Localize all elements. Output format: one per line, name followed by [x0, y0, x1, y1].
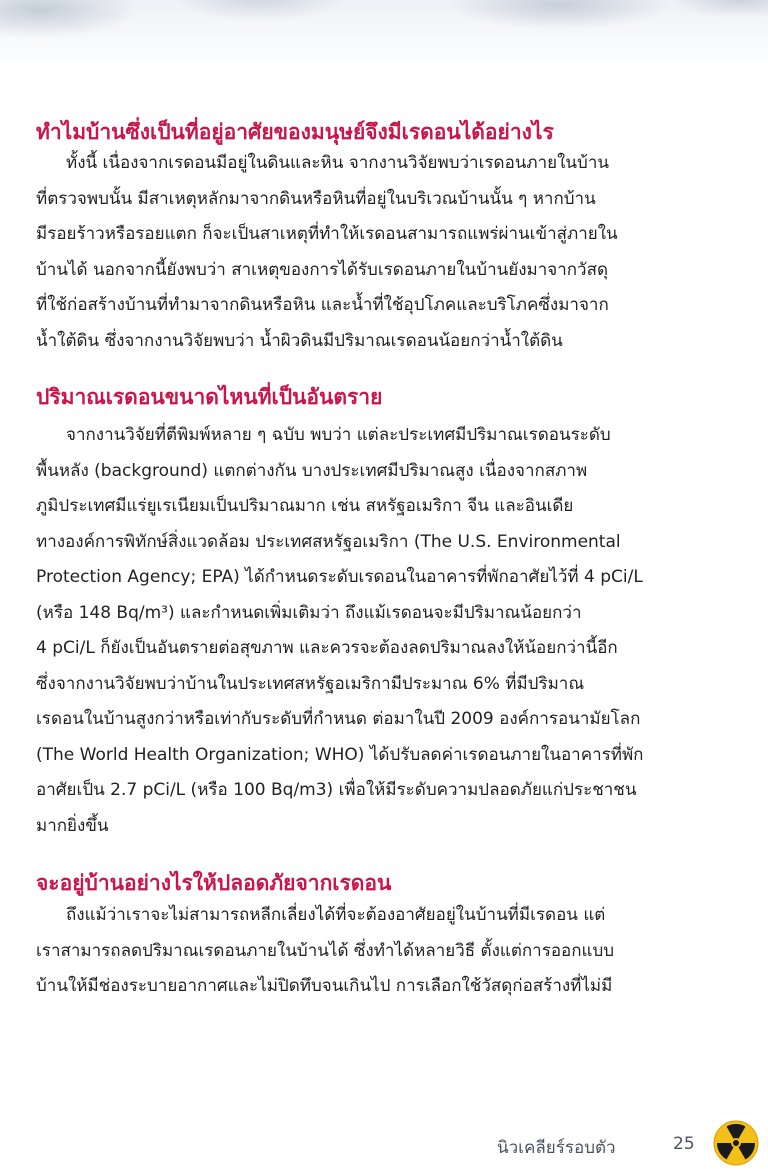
section-paragraph-safe-from-radon	[36, 898, 686, 1005]
paragraph-line: เรดอนในบ้านสูงกว่าหรือเท่ากับระดับที่กำหนด ต่อมาในปี 2009 องค์การอนามัยโลก	[36, 709, 641, 729]
paragraph-line: ที่ตรวจพบนั้น มีสาเหตุหลักมาจากดินหรือหินที่อยู่ในบริเวณบ้านนั้น ๆ หากบ้าน	[36, 188, 596, 209]
paragraph-line: ภูมิประเทศมีแร่ยูเรเนียมเป็นปริมาณมาก เช่น สหรัฐอเมริกา จีน และอินเดีย	[36, 496, 574, 516]
paragraph-line: ถึงแม้ว่าเราจะไม่สามารถหลีกเลี่ยงได้ที่จะต้องอาศัยอยู่ในบ้านที่มีเรดอน แต่	[66, 905, 606, 925]
paragraph-line: มีรอยร้าวหรือรอยแตก ก็จะเป็นสาเหตุที่ทำให้เรดอนสามารถแพร่ผ่านเข้าสู่ภายใน	[36, 224, 618, 244]
paragraph-line: ที่ใช้ก่อสร้างบ้านที่ทำมาจากดินหรือหิน และน้ำที่ใช้อุปโภคและบริโภคซึ่งมาจาก	[36, 295, 609, 315]
paragraph-line: บ้านให้มีช่องระบายอากาศและไม่ปิดทึบจนเกินไป การเลือกใช้วัสดุก่อสร้างที่ไม่มี	[36, 976, 613, 996]
paragraph-line: ทางองค์การพิทักษ์สิ่งแวดล้อม ประเทศสหรัฐอเมริกา (The U.S. Environmental	[36, 531, 621, 552]
paragraph-line: ซึ่งจากงานวิจัยพบว่าบ้านในประเทศสหรัฐอเมริกามีประมาณ 6% ที่มีปริมาณ	[36, 673, 585, 694]
section-heading-safe-from-radon: จะอยู่บ้านอย่างไรให้ปลอดภัยจากเรดอน	[36, 871, 392, 895]
book-title: นิวเคลียร์รอบตัว	[497, 1138, 616, 1158]
paragraph-line: (The World Health Organization; WHO) ได้ปรับลดค่าเรดอนภายในอาคารที่พัก	[36, 744, 644, 765]
paragraph-line: Protection Agency; EPA) ได้กำหนดระดับเรดอนในอาคารที่พักอาศัยไว้ที่ 4 pCi/L	[36, 567, 643, 587]
paragraph-line: ทั้งนี้ เนื่องจากเรดอนมีอยู่ในดินและหิน จากงานวิจัยพบว่าเรดอนภายในบ้าน	[66, 153, 610, 173]
paragraph-line: บ้านได้ นอกจากนี้ยังพบว่า สาเหตุของการได้รับเรดอนภายในบ้านยังมาจากวัสดุ	[36, 259, 609, 280]
section-heading-dangerous-radon-level: ปริมาณเรดอนขนาดไหนที่เป็นอันตราย	[36, 385, 383, 409]
paragraph-line: จากงานวิจัยที่ตีพิมพ์หลาย ๆ ฉบับ พบว่า แต่ละประเทศมีปริมาณเรดอนระดับ	[66, 425, 611, 445]
paragraph-line: มากยิ่งขึ้น	[36, 815, 109, 836]
section-heading-radon-in-homes: ทำไมบ้านซึ่งเป็นที่อยู่อาศัยของมนุษย์จึงมีเรดอนได้อย่างไร	[36, 120, 554, 144]
paragraph-line: (หรือ 148 Bq/m³) และกำหนดเพิ่มเติมว่า ถึงแม้เรดอนจะมีปริมาณน้อยกว่า	[36, 602, 582, 623]
section-paragraph-dangerous-radon-level	[36, 418, 686, 844]
paragraph-line: 4 pCi/L ก็ยังเป็นอันตรายต่อสุขภาพ และควรจะต้องลดปริมาณลงให้น้อยกว่านี้อีก	[36, 638, 618, 658]
paragraph-line: พื้นหลัง (background) แตกต่างกัน บางประเทศมีปริมาณสูง เนื่องจากสภาพ	[36, 460, 588, 481]
section-paragraph-radon-in-homes	[36, 146, 686, 359]
paragraph-line: เราสามารถลดปริมาณเรดอนภายในบ้านได้ ซึ่งทำได้หลายวิธี ตั้งแต่การออกแบบ	[36, 940, 615, 961]
paragraph-line: อาศัยเป็น 2.7 pCi/L (หรือ 100 Bq/m3) เพื่อให้มีระดับความปลอดภัยแก่ประชาชน	[36, 780, 637, 800]
radiation-trefoil-icon	[713, 1120, 759, 1166]
page-number: 25	[673, 1134, 695, 1154]
sky-banner	[0, 0, 768, 70]
paragraph-line: น้ำใต้ดิน ซึ่งจากงานวิจัยพบว่า น้ำผิวดินมีปริมาณเรดอนน้อยกว่าน้ำใต้ดิน	[36, 330, 563, 351]
